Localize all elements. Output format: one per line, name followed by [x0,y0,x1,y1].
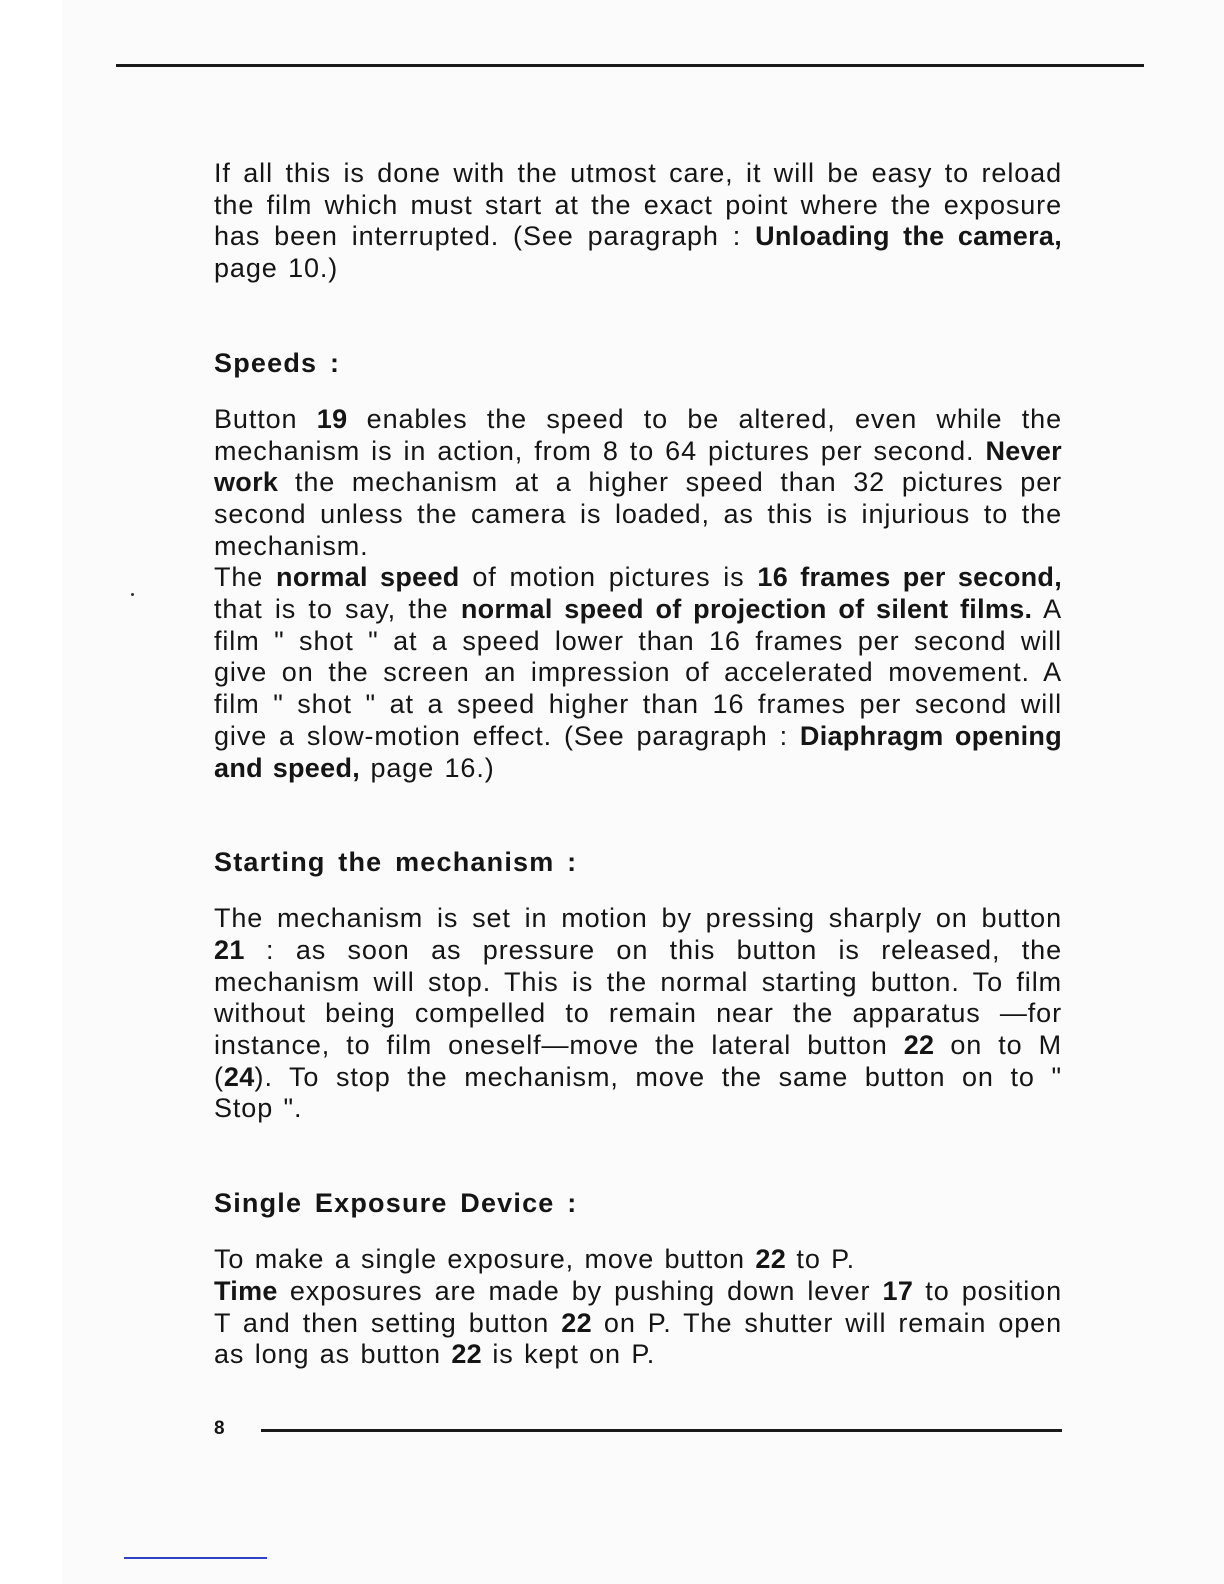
text-run: to P. [786,1244,855,1275]
section-heading-single-exposure: Single Exposure Device : [214,1188,578,1219]
text-run-bold: 24 [223,1061,255,1092]
section-heading-speeds: Speeds : [214,347,341,378]
text-run: If all this is done with the utmost care, it will be easy to reload the film which must start at the exact point where the exposure has been interrupted. (See paragraph : [214,158,1062,252]
text-run-bold: Time [214,1275,278,1306]
text-run: : as soon as pressure on this button is released, the mechanism will stop. This is the normal starting button. To film without being compelled to remain near the apparatus —for instance, to film oneself—move the lateral button [214,934,1062,1061]
top-rule [116,64,1144,67]
text-run-bold: Diaphragm opening and speed, [214,720,1062,783]
text-run-bold: Never work [214,435,1062,498]
text-run-bold: 22 [755,1244,787,1275]
text-run-bold: 21 [214,934,245,965]
text-run: The [214,562,277,593]
text-run: To make a single exposure, move button [214,1244,756,1275]
page-body [214,158,1062,1371]
scan-edge-mark [124,1557,267,1559]
single-exposure-paragraph-1 [214,1244,1062,1276]
text-run: The mechanism is set in motion by pressing sharply on button [214,903,1062,934]
text-run-bold: 22 [451,1339,482,1370]
text-run: enables the speed to be altered, even while the mechanism is in action, from 8 to 64 pictures per second. [214,403,1062,466]
page-number: 8 [214,1418,225,1439]
text-run: Button [214,403,317,434]
text-run: on P. The shutter will remain open as long as button [214,1307,1062,1370]
text-run: ). To stop the mechanism, move the same button on to " Stop ". [214,1061,1062,1124]
section-heading-starting: Starting the mechanism : [214,847,578,878]
text-run: on to M ( [214,1030,1062,1092]
text-run-bold: normal speed of projection of silent films. [460,594,1033,625]
text-run-bold: 22 [903,1030,935,1061]
text-run: is kept on P. [482,1339,656,1370]
text-run-bold: 16 frames per second, [757,562,1062,593]
text-run: that is to say, the [214,594,461,625]
margin-speck [131,593,134,596]
text-run-bold: 22 [561,1307,592,1338]
intro-paragraph [214,158,1062,285]
starting-paragraph [214,903,1062,1125]
text-run-bold: 19 [316,403,348,434]
text-run: exposures are made by pushing down lever [277,1275,883,1306]
single-exposure-paragraph-2 [214,1276,1062,1371]
text-run: A film " shot " at a speed lower than 16 frames per second will give on the screen an impression of accelerated movement. A film " shot " at a speed higher than 16 frames per second will give a slow-motion effect. (See paragraph : [214,594,1062,751]
text-run: the mechanism at a higher speed than 32 pictures per second unless the camera is loaded, as this is injurious to the mechanism. [214,467,1062,561]
text-run-bold: Unloading the camera, [755,221,1062,252]
text-run-bold: normal speed [276,562,460,593]
text-run: to position T and then setting button [214,1275,1062,1338]
speeds-paragraph-2 [214,562,1062,784]
text-run: page 10.) [214,253,339,284]
speeds-paragraph-1 [214,404,1062,563]
bottom-rule [261,1429,1062,1432]
text-run: page 16.) [360,752,495,783]
text-run: of motion pictures is [459,562,758,593]
text-run-bold: 17 [882,1275,914,1306]
